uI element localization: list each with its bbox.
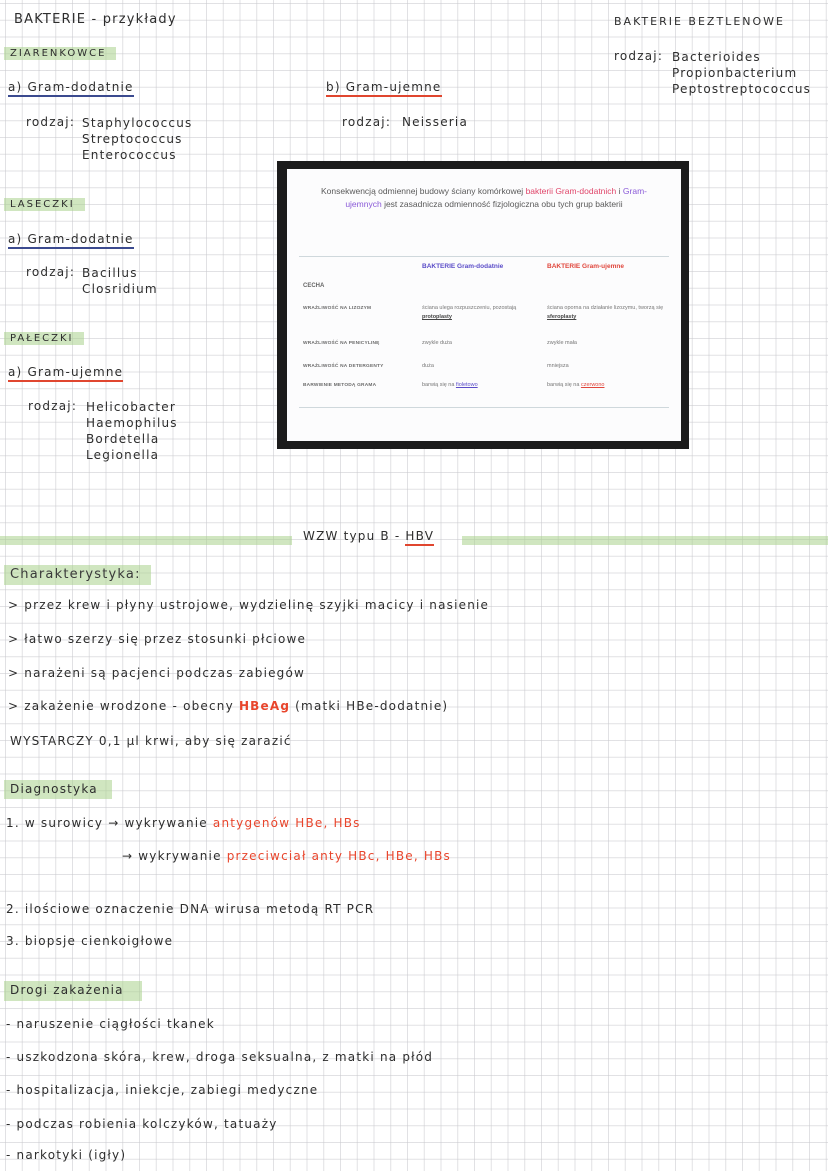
list-item: - narkotyki (igły): [6, 1148, 127, 1162]
slide-handle: [457, 445, 567, 449]
list-item: > przez krew i płyny ustrojowe, wydzielinę szyjki macicy i nasienie: [8, 598, 490, 612]
genus-item: Peptostreptococcus: [672, 82, 812, 96]
list-item: - naruszenie ciągłości tkanek: [6, 1017, 215, 1031]
genus-list-laseczki: [82, 265, 158, 297]
section-divider-left: [0, 536, 292, 545]
list-item: - podczas robienia kolczyków, tatuaży: [6, 1117, 278, 1131]
list-item: 3. biopsje cienkoigłowe: [6, 934, 174, 948]
genus-item: Streptococcus: [82, 132, 183, 146]
rodzaj-label: rodzaj:: [26, 265, 76, 279]
genus-item: Bacterioides: [672, 50, 761, 64]
genus-item: Enterococcus: [82, 148, 177, 162]
rodzaj-label: rodzaj:: [26, 115, 76, 129]
divider: [299, 407, 669, 408]
heading-gram-ujemne-paleczki: a) Gram-ujemne: [8, 365, 123, 382]
page-title: BAKTERIE - przykłady: [14, 12, 177, 27]
list-item: > zakażenie wrodzone - obecny HBeAg (matki HBe-dodatnie): [8, 699, 449, 713]
genus-list-ziarenkowce-pos: [82, 115, 192, 163]
genus-item: Closridium: [82, 282, 158, 296]
note-line: WYSTARCZY 0,1 μl krwi, aby się zarazić: [10, 734, 292, 748]
heading-gram-dodatnie-laseczki: a) Gram-dodatnie: [8, 232, 134, 249]
column-header-gram-pos: BAKTERIE Gram-dodatnie: [422, 263, 504, 270]
section-label-diagnostyka: Diagnostyka: [4, 780, 112, 799]
genus-item: Haemophilus: [86, 416, 178, 430]
section-label-paleczki: PAŁECZKI: [4, 332, 84, 345]
heading-gram-ujemne-ziarenkowce: b) Gram-ujemne: [326, 80, 442, 97]
section-label-charakterystyka: Charakterystyka:: [4, 565, 151, 585]
rodzaj-label: rodzaj:: [28, 399, 78, 413]
genus-item: Bacillus: [82, 266, 138, 280]
section-label-drogi-zakazenia: Drogi zakażenia: [4, 981, 142, 1001]
list-item: - uszkodzona skóra, krew, droga seksualna, z matki na płód: [6, 1050, 434, 1064]
genus-list-paleczki: [86, 399, 178, 463]
embedded-slide-image: [277, 161, 689, 449]
genus-item: Neisseria: [402, 115, 469, 129]
list-item: 1. w surowicy → wykrywanie antygenów HBe, HBs: [6, 816, 361, 830]
slide-content: Konsekwencją odmiennej budowy ściany komórkowej bakterii Gram-dodatnich i Gram- ujemnych jest zasadnicza odmienność fizjologiczna obu tych grup bakterii BAKTERIE Gram-dodatnie BAKTERIE Gram-ujemne CECHA WRAŻLIWOŚĆ NA LIZOZYM ściana ulega rozpuszczeniu, pozostają protoplasty ściana oporna na działanie lizozymu, tworzą się sferoplasty WRAŻLIWOŚĆ NA PENICYLINĘ zwykle duża zwykle mała WRAŻLIWOŚĆ NA DETERGENTY duża mniejsza BARWIENIE METODĄ GRAMA barwią się na fioletowo barwią się na czerwono: [287, 169, 681, 441]
genus-item: Legionella: [86, 448, 160, 462]
section-title-beztlenowe: BAKTERIE BEZTLENOWE: [614, 15, 785, 28]
column-header-cecha: CECHA: [303, 283, 325, 289]
list-item: - hospitalizacja, iniekcje, zabiegi medyczne: [6, 1083, 319, 1097]
genus-item: Helicobacter: [86, 400, 177, 414]
section-label-laseczki: LASECZKI: [4, 198, 85, 211]
column-header-gram-neg: BAKTERIE Gram-ujemne: [547, 263, 624, 270]
list-item: 2. ilościowe oznaczenie DNA wirusa metodą RT PCR: [6, 902, 375, 916]
genus-list-beztlenowe: [672, 49, 811, 97]
genus-item: Bordetella: [86, 432, 160, 446]
list-item: → wykrywanie przeciwciał anty HBc, HBe, HBs: [122, 849, 452, 863]
list-item: > narażeni są pacjenci podczas zabiegów: [8, 666, 306, 680]
divider: [299, 256, 669, 257]
section-label-ziarenkowce: ZIARENKOWCE: [4, 47, 116, 60]
section-divider-right: [462, 536, 828, 545]
rodzaj-label: rodzaj:: [342, 115, 392, 129]
list-item: > łatwo szerzy się przez stosunki płciowe: [8, 632, 307, 646]
genus-item: Propionbacterium: [672, 66, 798, 80]
genus-item: Staphylococcus: [82, 116, 193, 130]
rodzaj-label: rodzaj:: [614, 49, 664, 63]
slide-title: Konsekwencją odmiennej budowy ściany komórkowej bakterii Gram-dodatnich i Gram- ujemnych jest zasadnicza odmienność fizjologiczna obu tych grup bakterii: [320, 186, 647, 209]
heading-gram-dodatnie-ziarenkowce: a) Gram-dodatnie: [8, 80, 134, 97]
hbv-section-title: WZW typu B - HBV: [303, 529, 434, 543]
